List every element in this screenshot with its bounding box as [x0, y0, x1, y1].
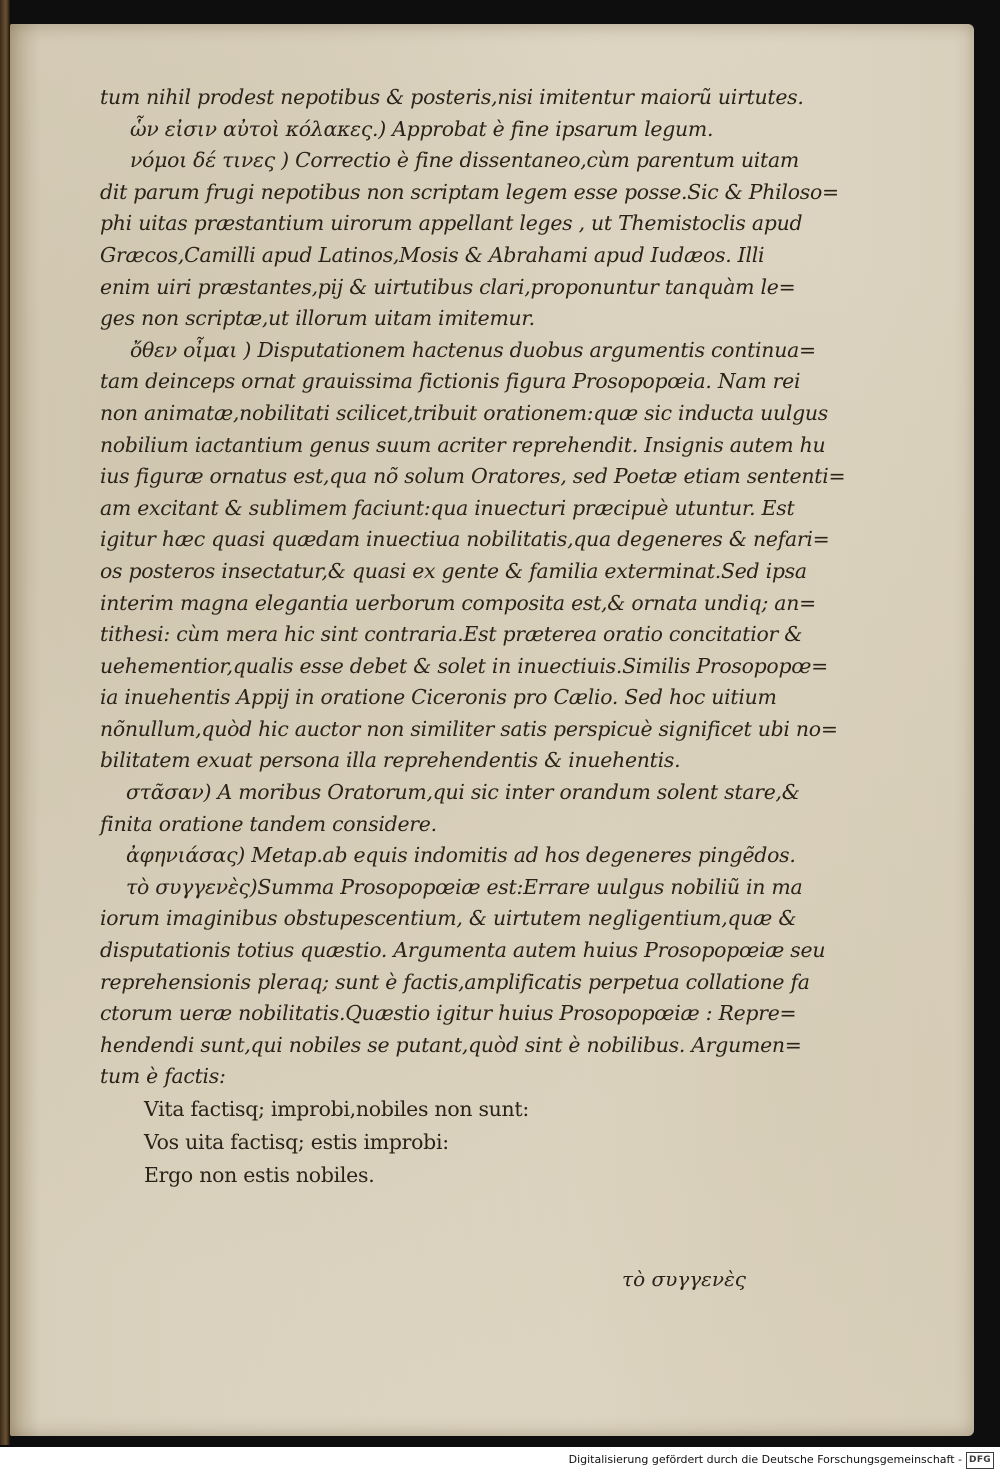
text-line: nõnullum,quòd hic auctor non similiter satis perspicuè significet ubi no= [100, 716, 838, 741]
text-line: igitur hæc quasi quædam inuectiua nobilitatis,qua degeneres & nefari= [100, 527, 830, 552]
footer-credit: Digitalisierung gefördert durch die Deutsche Forschungsgemeinschaft - [568, 1453, 962, 1466]
text-line: enim uiri præstantes,pij & uirtutibus clari,proponuntur tanquàm le= [100, 274, 796, 299]
syllogism-line: Ergo non estis nobiles. [144, 1163, 375, 1187]
text-line: finita oratione tandem considere. [100, 811, 437, 836]
text-line: στᾶσαν) A moribus Oratorum,qui sic inter orandum solent stare,& [126, 780, 800, 805]
text-line: bilitatem exuat persona illa reprehendentis & inuehentis. [100, 748, 681, 773]
text-line: reprehensionis pleraq; sunt è factis,amplificatis perpetua collatione fa [100, 969, 810, 994]
text-line: dit parum frugi nepotibus non scriptam legem esse posse.Sic & Philoso= [100, 179, 839, 204]
text-line: ἀφηνιάσας) Metap.ab equis indomitis ad hos degeneres pingẽdos. [126, 843, 796, 868]
text-line: ges non scriptæ,ut illorum uitam imitemur. [100, 306, 535, 331]
syllogism-line: Vos uita factisq; estis improbi: [144, 1130, 449, 1154]
syllogism-block [100, 1093, 805, 1192]
footer-bar [0, 1447, 1000, 1474]
text-line: Græcos,Camilli apud Latinos,Mosis & Abrahami apud Iudæos. Illi [100, 242, 765, 267]
text-line: am excitant & sublimem faciunt:qua inuecturi præcipuè utuntur. Est [100, 495, 795, 520]
book-edge [0, 0, 10, 1445]
page-text [100, 82, 846, 1192]
text-line: phi uitas præstantium uirorum appellant leges , ut Themistoclis apud [100, 211, 803, 236]
catchword: τὸ συγγενὲς [622, 1267, 747, 1291]
text-line: uehementior,qualis esse debet & solet in inuectiuis.Similis Prosopopœ= [100, 653, 829, 678]
text-line: ctorum ueræ nobilitatis.Quæstio igitur huius Prosopopœiæ : Repre= [100, 1001, 797, 1026]
text-line: tithesi: cùm mera hic sint contraria.Est præterea oratio concitatior & [100, 622, 803, 647]
text-line: iorum imaginibus obstupescentium, & uirtutem negligentium,quæ & [100, 906, 797, 931]
dfg-logo-icon: DFG [966, 1452, 994, 1469]
text-line: ὄθεν οἶμαι ) Disputationem hactenus duobus argumentis continua= [130, 337, 816, 362]
text-line: tam deinceps ornat grauissima fictionis figura Prosopopœia. Nam rei [100, 369, 801, 394]
book-page [10, 24, 974, 1436]
text-line: interim magna elegantia uerborum composita est,& ornata undiq; an= [100, 590, 816, 615]
text-line: os posteros insectatur,& quasi ex gente & familia exterminat.Sed ipsa [100, 558, 807, 583]
text-line: tum nihil prodest nepotibus & posteris,nisi imitentur maiorũ uirtutes. [100, 85, 804, 109]
text-line: ius figuræ ornatus est,qua nõ solum Oratores, sed Poetæ etiam sententi= [100, 464, 846, 489]
text-line: nobilium iactantium genus suum acriter reprehendit. Insignis autem hu [100, 432, 826, 457]
text-line: νόμοι δέ τινες ) Correctio è fine dissentaneo,cùm parentum uitam [130, 148, 799, 173]
text-line: tum è factis: [100, 1064, 226, 1089]
syllogism-line: Vita factisq; improbi,nobiles non sunt: [144, 1097, 529, 1121]
text-line: disputationis totius quæstio. Argumenta autem huius Prosopopœiæ seu [100, 938, 826, 963]
text-line: hendendi sunt,qui nobiles se putant,quòd sint è nobilibus. Argumen= [100, 1032, 802, 1057]
text-line: ὧν εἰσιν αὐτοὶ κόλακες.) Approbat è fine ipsarum legum. [130, 116, 714, 141]
text-line: non animatæ,nobilitati scilicet,tribuit orationem:quæ sic inducta uulgus [100, 400, 829, 425]
text-line: ia inuehentis Appij in oratione Ciceronis pro Cælio. Sed hoc uitium [100, 685, 777, 710]
text-line: τὸ συγγενὲς)Summa Prosopopœiæ est:Errare uulgus nobiliũ in ma [126, 874, 803, 899]
